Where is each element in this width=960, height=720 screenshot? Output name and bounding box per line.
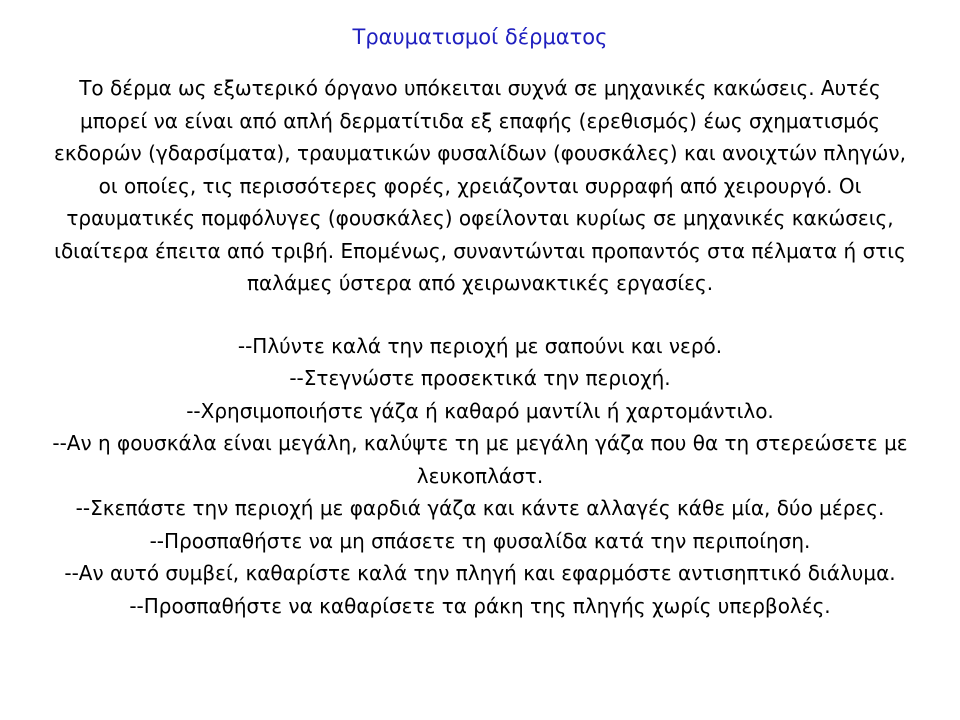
intro-paragraph: Το δέρμα ως εξωτερικό όργανο υπόκειται συχνά σε μηχανικές κακώσεις. Αυτές μπορεί να είναι από απλή δερματίτιδα εξ επαφής (ερεθισμός) έως σχηματισμός εκδορών (γδαρσίματα), τραυματικών φυσαλίδων (φουσκάλες) και ανοιχτών πληγών, οι οποίες, τις περισσότερες φορές, χρειάζονται συρραφή από χειρουργό. Οι τραυματικές πομφόλυγες (φουσκάλες) οφείλονται κυρίως σε μηχανικές κακώσεις, ιδιαίτερα έπειτα από τριβή. Επομένως, συναντώνται προπαντός στα πέλματα ή στις παλάμες ύστερα από χειρωνακτικές εργασίες.: [54, 76, 906, 295]
step-item: --Αν αυτό συμβεί, καθαρίστε καλά την πληγή και εφαρμόστε αντισηπτικό διάλυμα.: [64, 561, 896, 585]
list-spacer: [10, 300, 950, 330]
title-spacer: [10, 54, 950, 72]
slide-title: Τραυματισμοί δέρματος: [352, 25, 608, 49]
step-item: --Πλύντε καλά την περιοχή με σαπούνι και νερό.: [237, 333, 723, 358]
step-item: --Αν η φουσκάλα είναι μεγάλη, καλύψτε τη με μεγάλη γάζα που θα τη στερεώσετε με λευκοπλάστ.: [52, 431, 908, 488]
step-item: --Προσπαθήστε να μη σπάσετε τη φυσαλίδα κατά την περιποίηση.: [149, 528, 811, 553]
step-item: --Προσπαθήστε να καθαρίσετε τα ράκη της πληγής χωρίς υπερβολές.: [129, 593, 831, 618]
step-item: --Στεγνώστε προσεκτικά την περιοχή.: [289, 366, 671, 390]
step-item: --Χρησιμοποιήστε γάζα ή καθαρό μαντίλι ή χαρτομάντιλο.: [186, 398, 774, 423]
first-aid-steps: [10, 330, 950, 623]
step-item: --Σκεπάστε την περιοχή με φαρδιά γάζα και κάντε αλλαγές κάθε μία, δύο μέρες.: [75, 496, 885, 520]
